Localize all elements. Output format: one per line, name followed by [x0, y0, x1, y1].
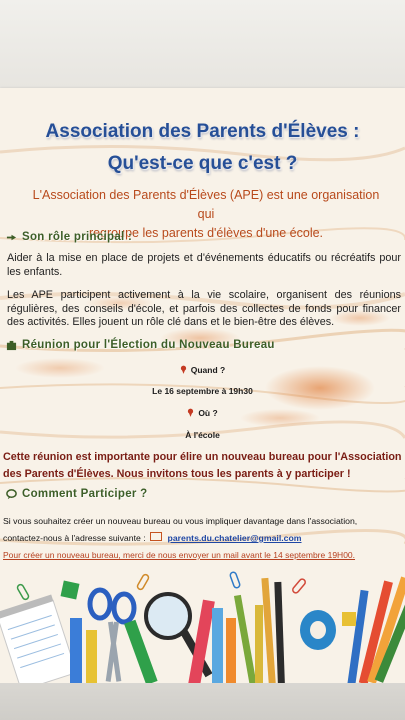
when-label-text: Quand ? [190, 365, 226, 375]
deadline-note: Pour créer un nouveau bureau, merci de nous envoyer un mail avant le 14 septembre 19H00. [3, 550, 356, 560]
school-supplies-illustration [0, 560, 405, 685]
when-label [0, 365, 405, 375]
poster-title-line-1: Association des Parents d'Élèves : [45, 121, 360, 142]
intro-line-2: regroupe les parents d'élèves d'une école. [88, 226, 324, 240]
participate-heading [6, 488, 148, 500]
meeting-importance-text: Cette réunion est importante pour élire un nouveau bureau pour l'Association des Parents d'Élèves. Nous invitons tous les parents à y participer ! [3, 451, 402, 480]
wall-background-top [0, 0, 405, 88]
where-label [0, 408, 405, 418]
contact-line-1: Si vous souhaitez créer un nouveau bureau ou vous impliquer davantage dans l'association, [3, 516, 358, 526]
where-value: À l'école [185, 430, 220, 440]
poster-title [0, 118, 405, 178]
map-pin-icon [180, 365, 187, 374]
envelope-icon [150, 532, 162, 541]
poster-title-line-2: Qu'est-ce que c'est ? [107, 153, 298, 174]
role-paragraph-1: Aider à la mise en place de projets et d'événements éducatifs ou récréatifs pour les enfants. [7, 252, 401, 278]
intro-line-1: L'Association des Parents d'Élèves (APE) est une organisation qui [32, 188, 380, 221]
contact-line-2-text: contactez-nous à l'adresse suivante : [3, 533, 146, 543]
contact-email-link[interactable]: parents.du.chatelier@gmail.com [167, 533, 302, 543]
contact-line-2 [3, 530, 403, 547]
meeting-heading [6, 339, 275, 351]
wall-background-bottom [0, 683, 405, 720]
role-heading [6, 231, 132, 243]
role-heading-text: Son rôle principal : [22, 231, 133, 243]
role-paragraph-2: Les APE participent activement à la vie scolaire, organisent des réunions régulières, des conseils d'école, et parfois des collectes de fonds pour financer des activités. Elles jouent un rôle clé dans et le bien-être des élèves. [7, 289, 401, 328]
when-value: Le 16 septembre à 19h30 [152, 386, 253, 396]
map-pin-icon [187, 408, 194, 417]
hand-pointing-icon [6, 232, 17, 243]
meeting-heading-text: Réunion pour l'Élection du Nouveau Bureau [22, 339, 275, 351]
ape-poster [0, 88, 405, 685]
speech-bubble-icon [6, 489, 17, 500]
participate-heading-text: Comment Participer ? [22, 488, 148, 500]
ballot-box-icon [6, 340, 17, 351]
where-label-text: Où ? [198, 408, 218, 418]
contact-text [3, 513, 403, 547]
